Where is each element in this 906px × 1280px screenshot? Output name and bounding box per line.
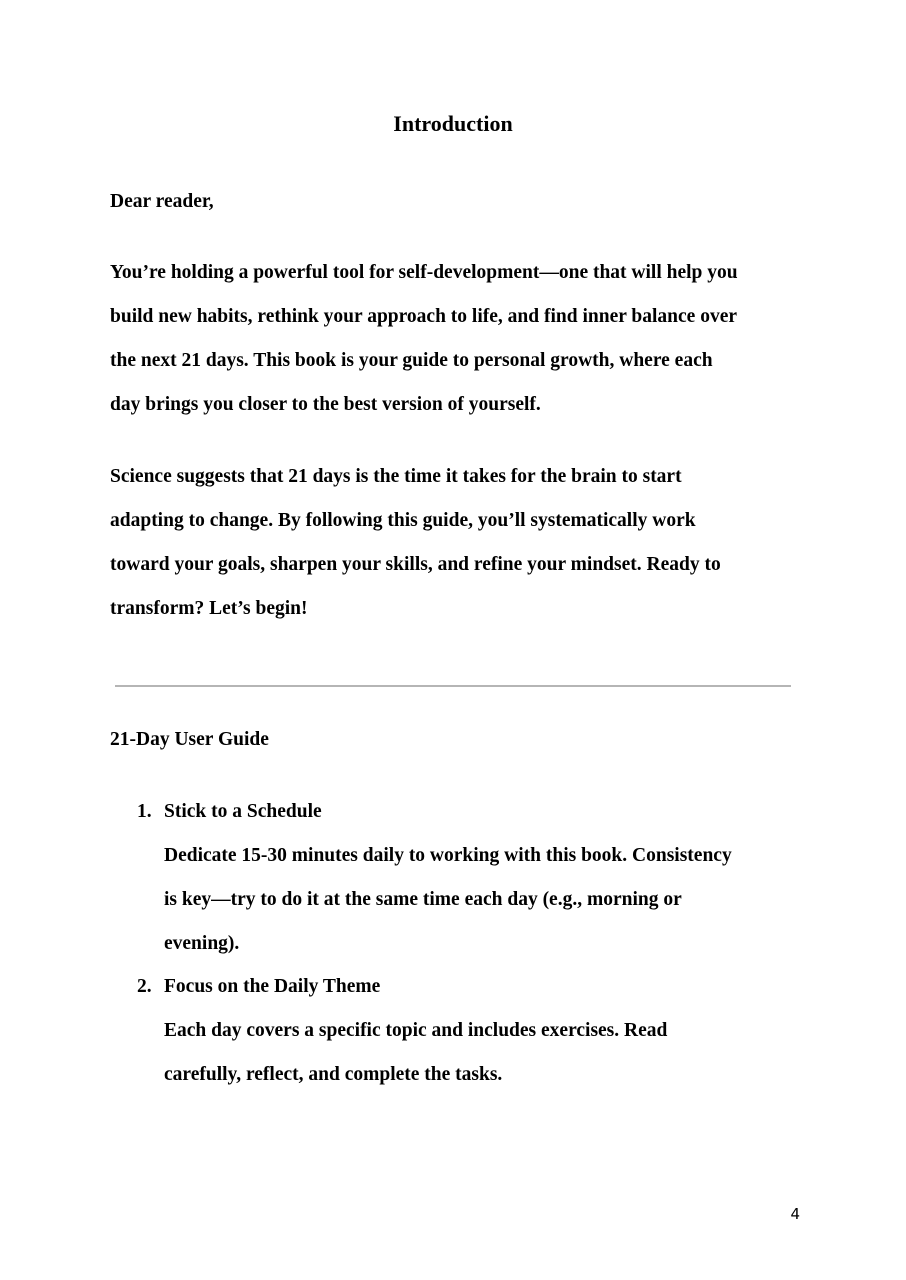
page-title: Introduction [393,111,513,136]
section-title: 21-Day User Guide [110,729,269,750]
guide-item-body-line: Dedicate 15-30 minutes daily to working with this book. Consistency [164,845,732,866]
paragraph-line: Science suggests that 21 days is the time it takes for the brain to start [110,466,682,487]
guide-item-body-line: evening). [164,933,240,954]
guide-item-2 [137,965,817,1097]
intro-paragraph-2 [110,455,810,631]
salutation: Dear reader, [110,191,214,212]
guide-item-1 [137,790,817,966]
paragraph-line: the next 21 days. This book is your guide to personal growth, where each [110,350,713,371]
guide-item-heading-row [137,965,817,1009]
guide-item-heading: Stick to a Schedule [164,801,322,822]
paragraph-line: adapting to change. By following this guide, you’ll systematically work [110,510,696,531]
guide-item-body-line: Each day covers a specific topic and includes exercises. Read [164,1020,668,1041]
guide-item-heading: Focus on the Daily Theme [164,976,381,997]
intro-paragraph-1 [110,251,810,427]
horizontal-divider [115,685,791,687]
list-number: 2. [137,976,152,997]
paragraph-line: You’re holding a powerful tool for self-development—one that will help you [110,262,738,283]
guide-item-body-line: is key—try to do it at the same time each day (e.g., morning or [164,889,682,910]
page-number: 4 [790,1205,800,1223]
paragraph-line: toward your goals, sharpen your skills, and refine your mindset. Ready to [110,554,721,575]
list-number: 1. [137,801,152,822]
guide-item-heading-row [137,790,817,834]
paragraph-line: build new habits, rethink your approach to life, and find inner balance over [110,306,737,327]
paragraph-line: day brings you closer to the best version of yourself. [110,394,541,415]
paragraph-line: transform? Let’s begin! [110,598,308,619]
guide-item-body-line: carefully, reflect, and complete the tasks. [164,1064,503,1085]
